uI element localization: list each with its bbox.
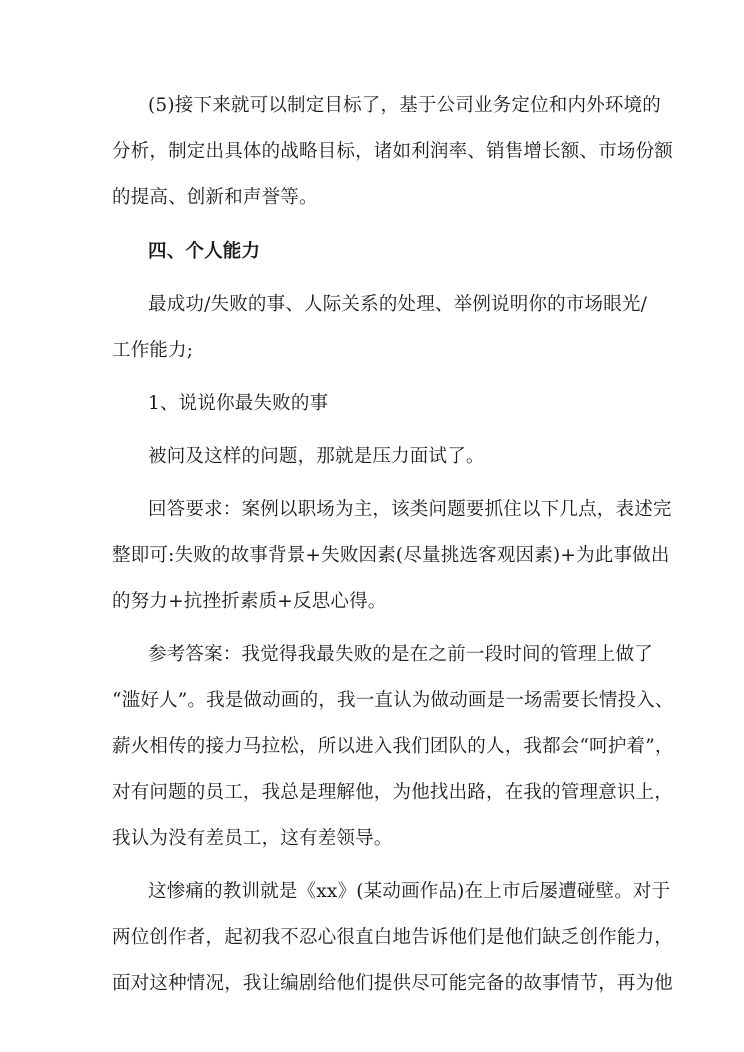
paragraph-4-line-1: 被问及这样的问题，那就是压力面试了。 bbox=[148, 446, 485, 467]
section-heading-personal-ability: 四、个人能力 bbox=[148, 241, 261, 262]
subheading-1: 1、说说你最失败的事 bbox=[148, 393, 329, 414]
paragraph-6-line-5: 我认为没有差员工，这有差领导。 bbox=[112, 828, 393, 849]
paragraph-1-line-1: (5)接下来就可以制定目标了，基于公司业务定位和内外环境的 bbox=[148, 95, 662, 116]
paragraph-6-line-1: 参考答案：我觉得我最失败的是在之前一段时间的管理上做了 bbox=[148, 644, 653, 665]
paragraph-2-line-2: 工作能力; bbox=[112, 340, 194, 361]
paragraph-7-line-1: 这惨痛的教训就是《xx》(某动画作品)在上市后屡遭碰壁。对于 bbox=[148, 881, 671, 902]
paragraph-5-line-1: 回答要求：案例以职场为主，该类问题要抓住以下几点，表述完 bbox=[148, 499, 672, 520]
paragraph-7-line-2: 两位创作者，起初我不忍心很直白地告诉他们是他们缺乏创作能力， bbox=[112, 927, 674, 948]
paragraph-1-line-3: 的提高、创新和声誉等。 bbox=[112, 187, 318, 208]
paragraph-1-line-2: 分析，制定出具体的战略目标，诸如利润率、销售增长额、市场份额 bbox=[112, 141, 674, 162]
paragraph-7-line-3: 面对这种情况，我让编剧给他们提供尽可能完备的故事情节，再为他 bbox=[112, 973, 674, 994]
paragraph-5-line-2: 整即可:失败的故事背景+失败因素(尽量挑选客观因素)+为此事做出 bbox=[112, 545, 670, 566]
paragraph-6-line-3: 薪火相传的接力马拉松，所以进入我们团队的人，我都会“呵护着”， bbox=[112, 736, 674, 757]
paragraph-6-line-4: 对有问题的员工，我总是理解他，为他找出路，在我的管理意识上， bbox=[112, 782, 674, 803]
paragraph-6-line-2: “滥好人”。我是做动画的，我一直认为做动画是一场需要长情投入、 bbox=[112, 690, 674, 711]
paragraph-2-line-1: 最成功/失败的事、人际关系的处理、举例说明你的市场眼光/ bbox=[148, 294, 648, 315]
paragraph-5-line-3: 的努力+抗挫折素质+反思心得。 bbox=[112, 591, 387, 612]
